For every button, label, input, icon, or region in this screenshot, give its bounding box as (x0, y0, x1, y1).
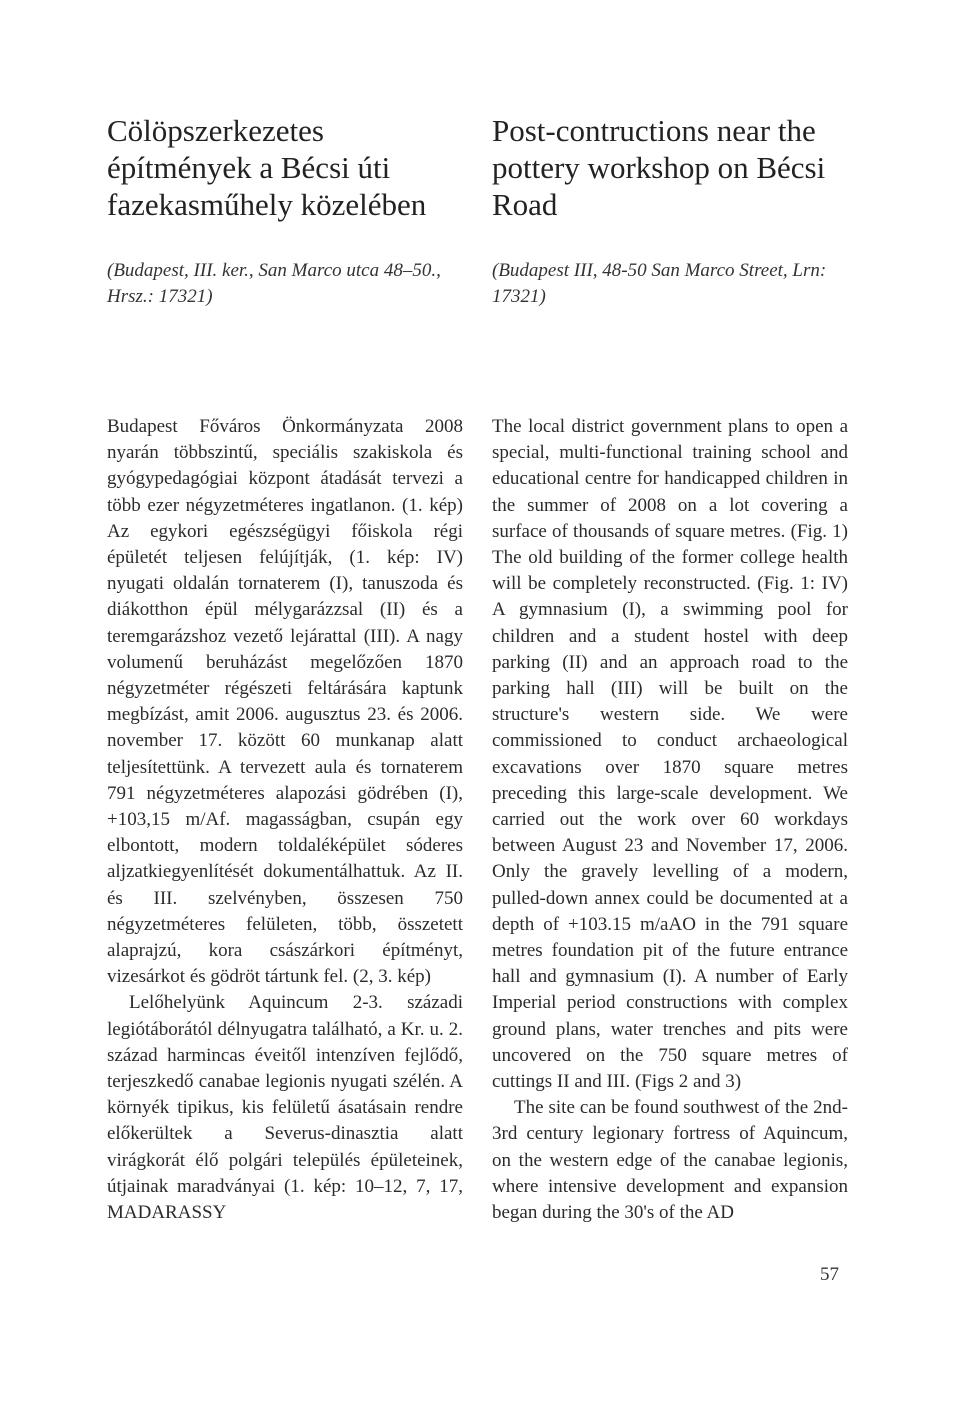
hungarian-title: Cölöpszerkezetes építmények a Bécsi úti fazekasműhely közelében (107, 113, 427, 222)
hungarian-paragraph-2: Lelőhelyünk Aquincum 2-3. századi legiótáborától délnyugatra található, a Kr. u. 2. század harmincas éveitől intenzíven fejlődő, terjeszkedő canabae legionis nyugati szélén. A környék tipikus, kis felületű ásatásain rendre előkerültek a Severus-dinasztia alatt virágkorát élő polgári település épületeinek, útjainak maradványai (1. kép: 10–12, 7, 17, MADARASSY (107, 992, 463, 1224)
english-paragraph-2: The site can be found southwest of the 2nd-3rd century legionary fortress of Aquincum, on the western edge of the canabae legionis, where intensive development and expansion began during the 30's of the AD (492, 1097, 848, 1224)
english-paragraph-1: The local district government plans to open a special, multi-functional training school and educational centre for handicapped children in the summer of 2008 on a lot covering a surface of thousands of square metres. (Fig. 1) The old building of the former college health will be completely reconstructed. (Fig. 1: IV) A gymnasium (I), a swimming pool for children and a student hostel with deep parking (II) and an approach road to the parking hall (III) will be built on the structure's western side. We were commissioned to conduct archaeological excavations over 1870 square metres preceding this large-scale development. We carried out the work over 60 workdays between August 23 and November 17, 2006. Only the gravely levelling of a modern, pulled-down annex could be documented at a depth of +103.15 m/aAO in the 791 square metres foundation pit of the future entrance hall and gymnasium (I). A number of Early Imperial period constructions with complex ground plans, water trenches and pits were uncovered on the 750 square metres of cuttings II and III. (Figs 2 and 3) (492, 416, 848, 1093)
english-body (492, 414, 848, 1226)
english-subtitle: (Budapest III, 48-50 San Marco Street, Lrn: 17321) (492, 260, 827, 307)
hungarian-paragraph-1: Budapest Főváros Önkormányzata 2008 nyarán többszintű, speciális szakiskola és gyógypedagógiai központ átadását tervezi a több ezer négyzetméteres ingatlanon. (1. kép) Az egykori egészségügyi főiskola régi épületét teljesen felújítják, (1. kép: IV) nyugati oldalán tornaterem (I), tanuszoda és diákotthon épül mélygarázzsal (II) és a teremgarázshoz vezető lejárattal (III). A nagy volumenű beruházást megelőzően 1870 négyzetméter régészeti feltárására kaptunk megbízást, amit 2006. augusztus 23. és 2006. november 17. között 60 munkanap alatt teljesítettünk. A tervezett aula és tornaterem 791 négyzetméteres alapozási gödrében (I), +103,15 m/Af. magasságban, csupán egy elbontott, modern toldaléképület sóderes aljzatkiegyenlítését dokumentálhattuk. Az II. és III. szelvényben, összesen 750 négyzetméteres felületen, több, összetett alaprajzú, kora császárkori építményt, vizesárkot és gödröt tártunk fel. (2, 3. kép) (107, 416, 463, 988)
hungarian-body (107, 414, 463, 1226)
english-title: Post-contructions near the pottery workshop on Bécsi Road (492, 113, 826, 222)
page-number: 57 (820, 1264, 839, 1285)
hungarian-subtitle: (Budapest, III. ker., San Marco utca 48–50., Hrsz.: 17321) (107, 260, 441, 307)
